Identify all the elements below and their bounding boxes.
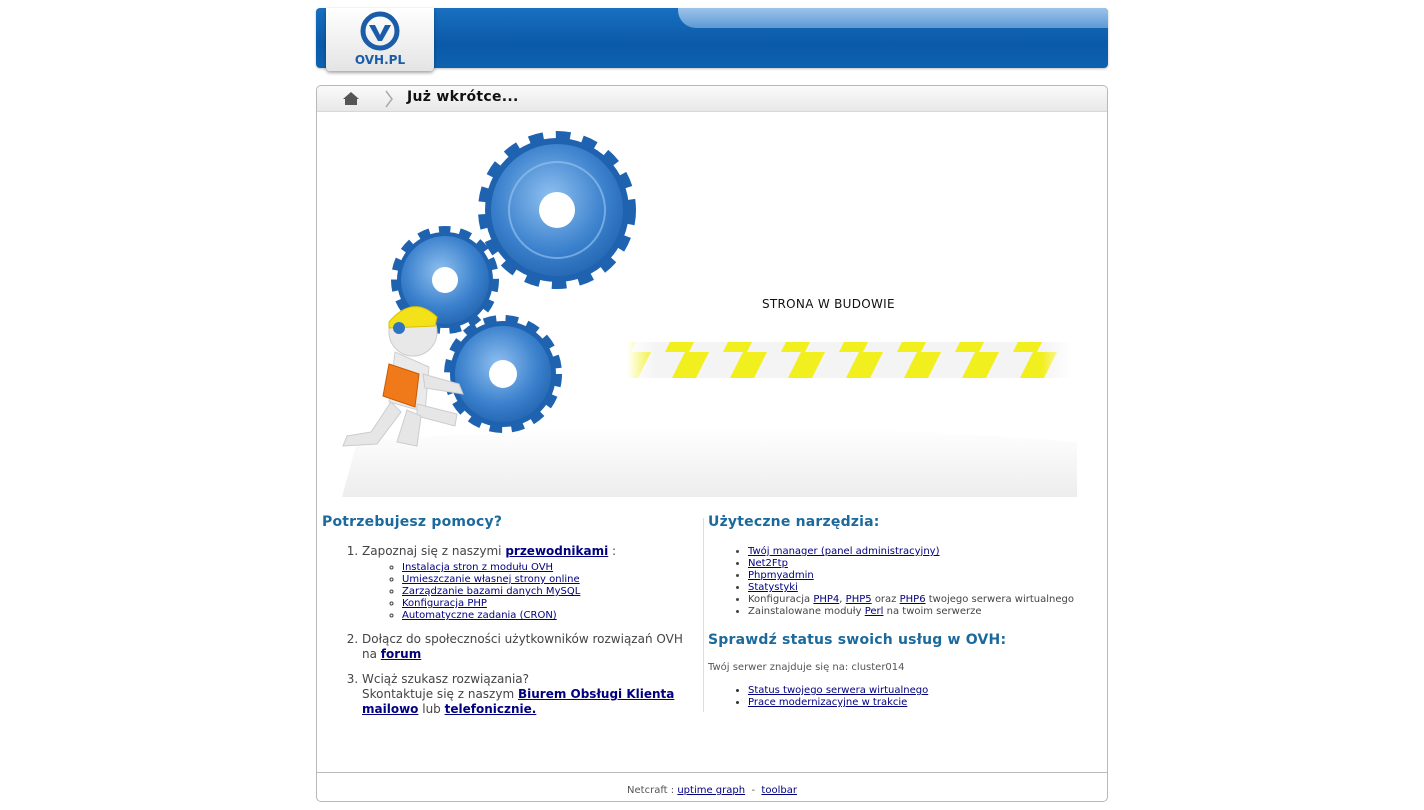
list-item: [402, 598, 697, 610]
list-item: [748, 582, 1103, 594]
breadcrumb: [317, 86, 1107, 112]
header-banner: [316, 8, 1108, 68]
column-divider: [703, 518, 704, 712]
help-item-text: Skontaktuje się z naszym: [362, 687, 515, 701]
uptime-graph-link[interactable]: uptime graph: [677, 785, 746, 796]
phpmyadmin-link[interactable]: Phpmyadmin: [748, 570, 814, 581]
guide-link-install[interactable]: Instalacja stron z modułu OVH: [402, 562, 554, 573]
construction-hero: [317, 112, 1107, 497]
guide-link-mysql[interactable]: Zarządzanie bazami danych MySQL: [402, 586, 581, 597]
help-section: [322, 514, 697, 727]
list-item: [748, 594, 1103, 606]
php6-link[interactable]: PHP6: [899, 594, 926, 605]
tools-section: [708, 514, 1103, 709]
tools-list: [708, 546, 1103, 618]
list-item: [402, 610, 697, 622]
maintenance-link[interactable]: Prace modernizacyjne w trakcie: [748, 697, 908, 708]
manager-link[interactable]: Twój manager (panel administracyjny): [748, 546, 940, 557]
php4-link[interactable]: PHP4: [813, 594, 840, 605]
help-item-text: Wciąż szukasz rozwiązania?: [362, 672, 530, 686]
list-item: [748, 558, 1103, 570]
guides-sublist: [362, 562, 697, 622]
help-heading: Potrzebujesz pomocy?: [322, 514, 503, 530]
ovh-logo[interactable]: [326, 8, 434, 71]
chevron-right-icon: [384, 90, 394, 108]
home-icon[interactable]: [342, 91, 360, 106]
list-item: [748, 546, 1103, 558]
server-info: Twój serwer znajduje się na: cluster014: [708, 662, 905, 673]
construction-illustration: [317, 112, 1107, 497]
help-item-text: Zapoznaj się z naszymi: [362, 544, 502, 558]
config-suffix-text: twojego serwera wirtualnego: [928, 594, 1074, 605]
perl-link[interactable]: Perl: [864, 606, 884, 617]
comma-text: ,: [839, 594, 843, 605]
footer-divider: [317, 772, 1107, 773]
support-office-link[interactable]: Biurem Obsługi Klienta: [517, 687, 675, 701]
footer: [317, 785, 1107, 796]
page-title: Już wkrótce...: [407, 89, 519, 105]
toolbar-link[interactable]: toolbar: [761, 785, 797, 796]
guide-link-upload[interactable]: Umieszczanie własnej strony online: [402, 574, 580, 585]
list-item: [402, 586, 697, 598]
forum-link[interactable]: forum: [380, 647, 422, 661]
config-text: Konfiguracja: [748, 594, 811, 605]
help-list: [322, 544, 697, 717]
guide-link-cron[interactable]: Automatyczne zadania (CRON): [402, 610, 557, 621]
list-item: [362, 544, 697, 622]
logo-text: OVH.PL: [354, 53, 406, 67]
footer-separator: -: [751, 785, 756, 796]
php5-link[interactable]: PHP5: [845, 594, 872, 605]
gear-icon: [485, 138, 629, 282]
tools-heading: Użyteczne narzędzia:: [708, 514, 880, 530]
status-list: [708, 685, 1103, 709]
help-item-text: lub: [422, 702, 441, 716]
status-heading: Sprawdź status swoich usług w OVH:: [708, 632, 1007, 648]
oraz-text: oraz: [874, 594, 897, 605]
footer-label: Netcraft :: [627, 785, 675, 796]
net2ftp-link[interactable]: Net2Ftp: [748, 558, 788, 569]
main-panel: [316, 85, 1108, 802]
server-status-link[interactable]: Status twojego serwera wirtualnego: [748, 685, 929, 696]
status-text: STRONA W BUDOWIE: [762, 297, 895, 311]
list-item: [748, 697, 1103, 709]
stats-link[interactable]: Statystyki: [748, 582, 798, 593]
help-item-text: :: [612, 544, 617, 558]
warning-stripes: [627, 342, 1072, 378]
modules-text: Zainstalowane moduły: [748, 606, 862, 617]
guide-link-php[interactable]: Konfiguracja PHP: [402, 598, 487, 609]
guides-link[interactable]: przewodnikami: [505, 544, 609, 558]
list-item: [748, 685, 1103, 697]
list-item: [402, 562, 697, 574]
banner-sheen: [678, 8, 1108, 28]
list-item: [402, 574, 697, 586]
list-item: [748, 606, 1103, 618]
help-item-text: Dołącz do społeczności użytkowników rozwiązań OVH na: [362, 632, 683, 661]
email-link[interactable]: mailowo: [362, 702, 419, 716]
list-item: [748, 570, 1103, 582]
list-item: [362, 672, 697, 717]
modules-suffix-text: na twoim serwerze: [886, 606, 982, 617]
list-item: [362, 632, 697, 662]
ovh-logo-icon: [360, 11, 400, 51]
phone-link[interactable]: telefonicznie.: [444, 702, 537, 716]
gear-icon: [450, 321, 556, 427]
